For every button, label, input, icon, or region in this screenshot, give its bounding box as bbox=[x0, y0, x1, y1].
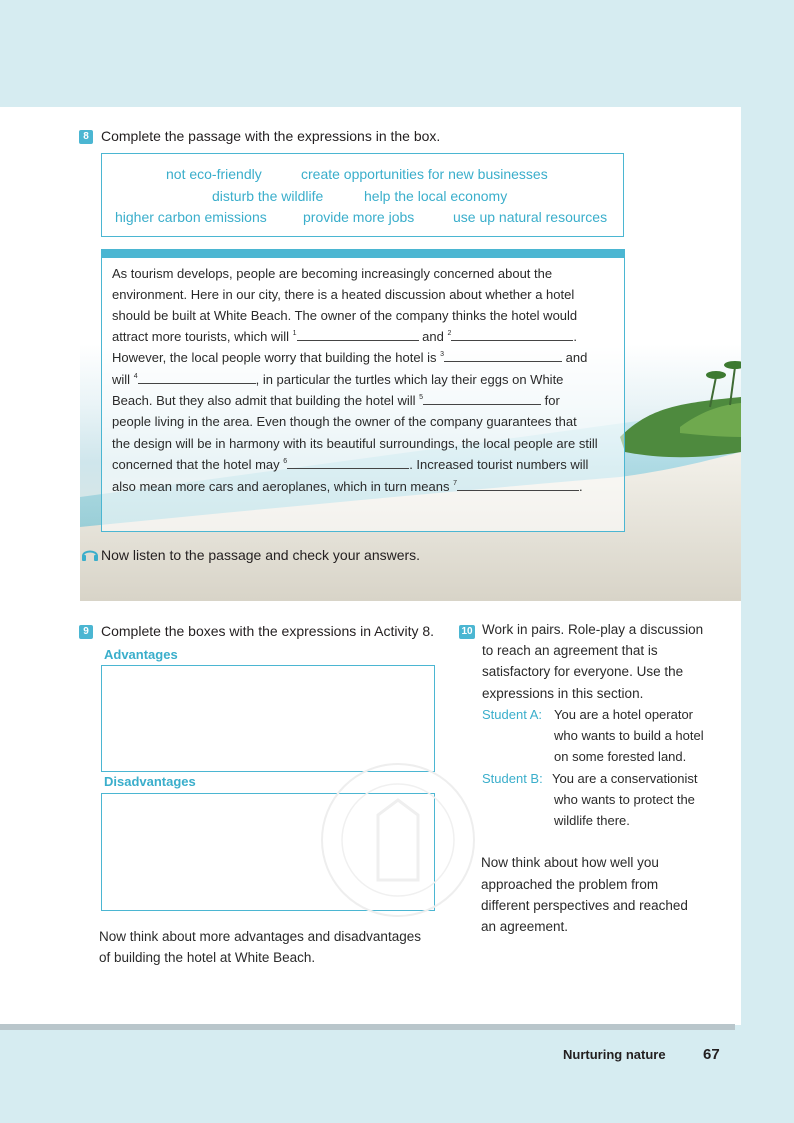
expression-4: help the local economy bbox=[364, 188, 508, 204]
advantages-box[interactable] bbox=[101, 665, 435, 772]
expression-1: not eco-friendly bbox=[166, 166, 262, 182]
page-number: 67 bbox=[703, 1046, 720, 1063]
passage-line: As tourism develops, people are becoming increasingly concerned about the bbox=[112, 266, 553, 281]
student-a-line: who wants to build a hotel bbox=[554, 728, 704, 743]
student-a-line: on some forested land. bbox=[554, 749, 687, 764]
activity-10-note-line: an agreement. bbox=[481, 919, 569, 934]
passage-line: However, the local people worry that building the hotel is $^3$ and bbox=[112, 350, 588, 365]
passage-line: environment. Here in our city, there is a heated discussion about whether a hotel bbox=[112, 287, 575, 302]
activity-10-badge: 10 bbox=[459, 625, 475, 639]
passage-line: also mean more cars and aeroplanes, which in turn means $^7$ . bbox=[112, 479, 583, 494]
passage-line: the design will be in harmony with its beautiful surroundings, the local people are still bbox=[112, 436, 598, 451]
passage-line: people living in the area. Even though the owner of the company guarantees that bbox=[112, 414, 577, 429]
activity-10-instruction-line: satisfactory for everyone. Use the bbox=[482, 664, 684, 679]
headphones-icon bbox=[81, 546, 99, 567]
student-b-line: You are a conservationist bbox=[552, 771, 698, 786]
activity-9-instruction: Complete the boxes with the expressions in Activity 8. bbox=[101, 623, 435, 639]
advantages-label: Advantages bbox=[104, 647, 178, 662]
activity-10-note-line: Now think about how well you bbox=[481, 855, 659, 870]
activity-10-note-line: approached the problem from bbox=[481, 877, 659, 892]
student-a-label: Student A: bbox=[482, 707, 542, 722]
blank-5[interactable] bbox=[423, 393, 541, 405]
blank-1[interactable] bbox=[297, 329, 419, 341]
passage-line: will $^4$ , in particular the turtles which lay their eggs on White bbox=[112, 372, 564, 387]
disadvantages-label: Disadvantages bbox=[104, 774, 196, 789]
page-bottom-rule bbox=[0, 1024, 735, 1030]
student-b-line: wildlife there. bbox=[554, 813, 630, 828]
student-b-line: who wants to protect the bbox=[554, 792, 695, 807]
expression-5: higher carbon emissions bbox=[115, 209, 267, 225]
activity-8-instruction: Complete the passage with the expressions in the box. bbox=[101, 128, 441, 144]
passage-line: should be built at White Beach. The owner of the company thinks the hotel would bbox=[112, 308, 578, 323]
activity-10-instruction-line: Work in pairs. Role-play a discussion bbox=[482, 622, 704, 637]
blank-6[interactable] bbox=[287, 457, 409, 469]
blank-7[interactable] bbox=[457, 479, 579, 491]
passage-line: Beach. But they also admit that building the hotel will $^5$ for bbox=[112, 393, 560, 408]
expression-6: provide more jobs bbox=[303, 209, 415, 225]
footer-unit-title: Nurturing nature bbox=[563, 1047, 666, 1062]
student-b-label: Student B: bbox=[482, 771, 543, 786]
expression-2: create opportunities for new businesses bbox=[301, 166, 548, 182]
blank-2[interactable] bbox=[451, 329, 573, 341]
activity-9-note-line: of building the hotel at White Beach. bbox=[99, 950, 316, 965]
expression-3: disturb the wildlife bbox=[212, 188, 324, 204]
activity-10-instruction-line: expressions in this section. bbox=[482, 686, 644, 701]
blank-3[interactable] bbox=[444, 350, 562, 362]
activity-10-note-line: different perspectives and reached bbox=[481, 898, 688, 913]
blank-4[interactable] bbox=[138, 372, 256, 384]
activity-8-badge: 8 bbox=[79, 130, 93, 144]
student-a-line: You are a hotel operator bbox=[554, 707, 694, 722]
activity-9-note-line: Now think about more advantages and disadvantages bbox=[99, 929, 421, 944]
activity-10-instruction-line: to reach an agreement that is bbox=[482, 643, 658, 658]
passage-line: attract more tourists, which will $^1$ and $^2$ . bbox=[112, 329, 578, 344]
listen-instruction: Now listen to the passage and check your answers. bbox=[101, 547, 421, 563]
expression-7: use up natural resources bbox=[453, 209, 608, 225]
publisher-seal-watermark bbox=[318, 760, 478, 920]
activity-9-badge: 9 bbox=[79, 625, 93, 639]
passage-line: concerned that the hotel may $^6$ . Increased tourist numbers will bbox=[112, 457, 589, 472]
